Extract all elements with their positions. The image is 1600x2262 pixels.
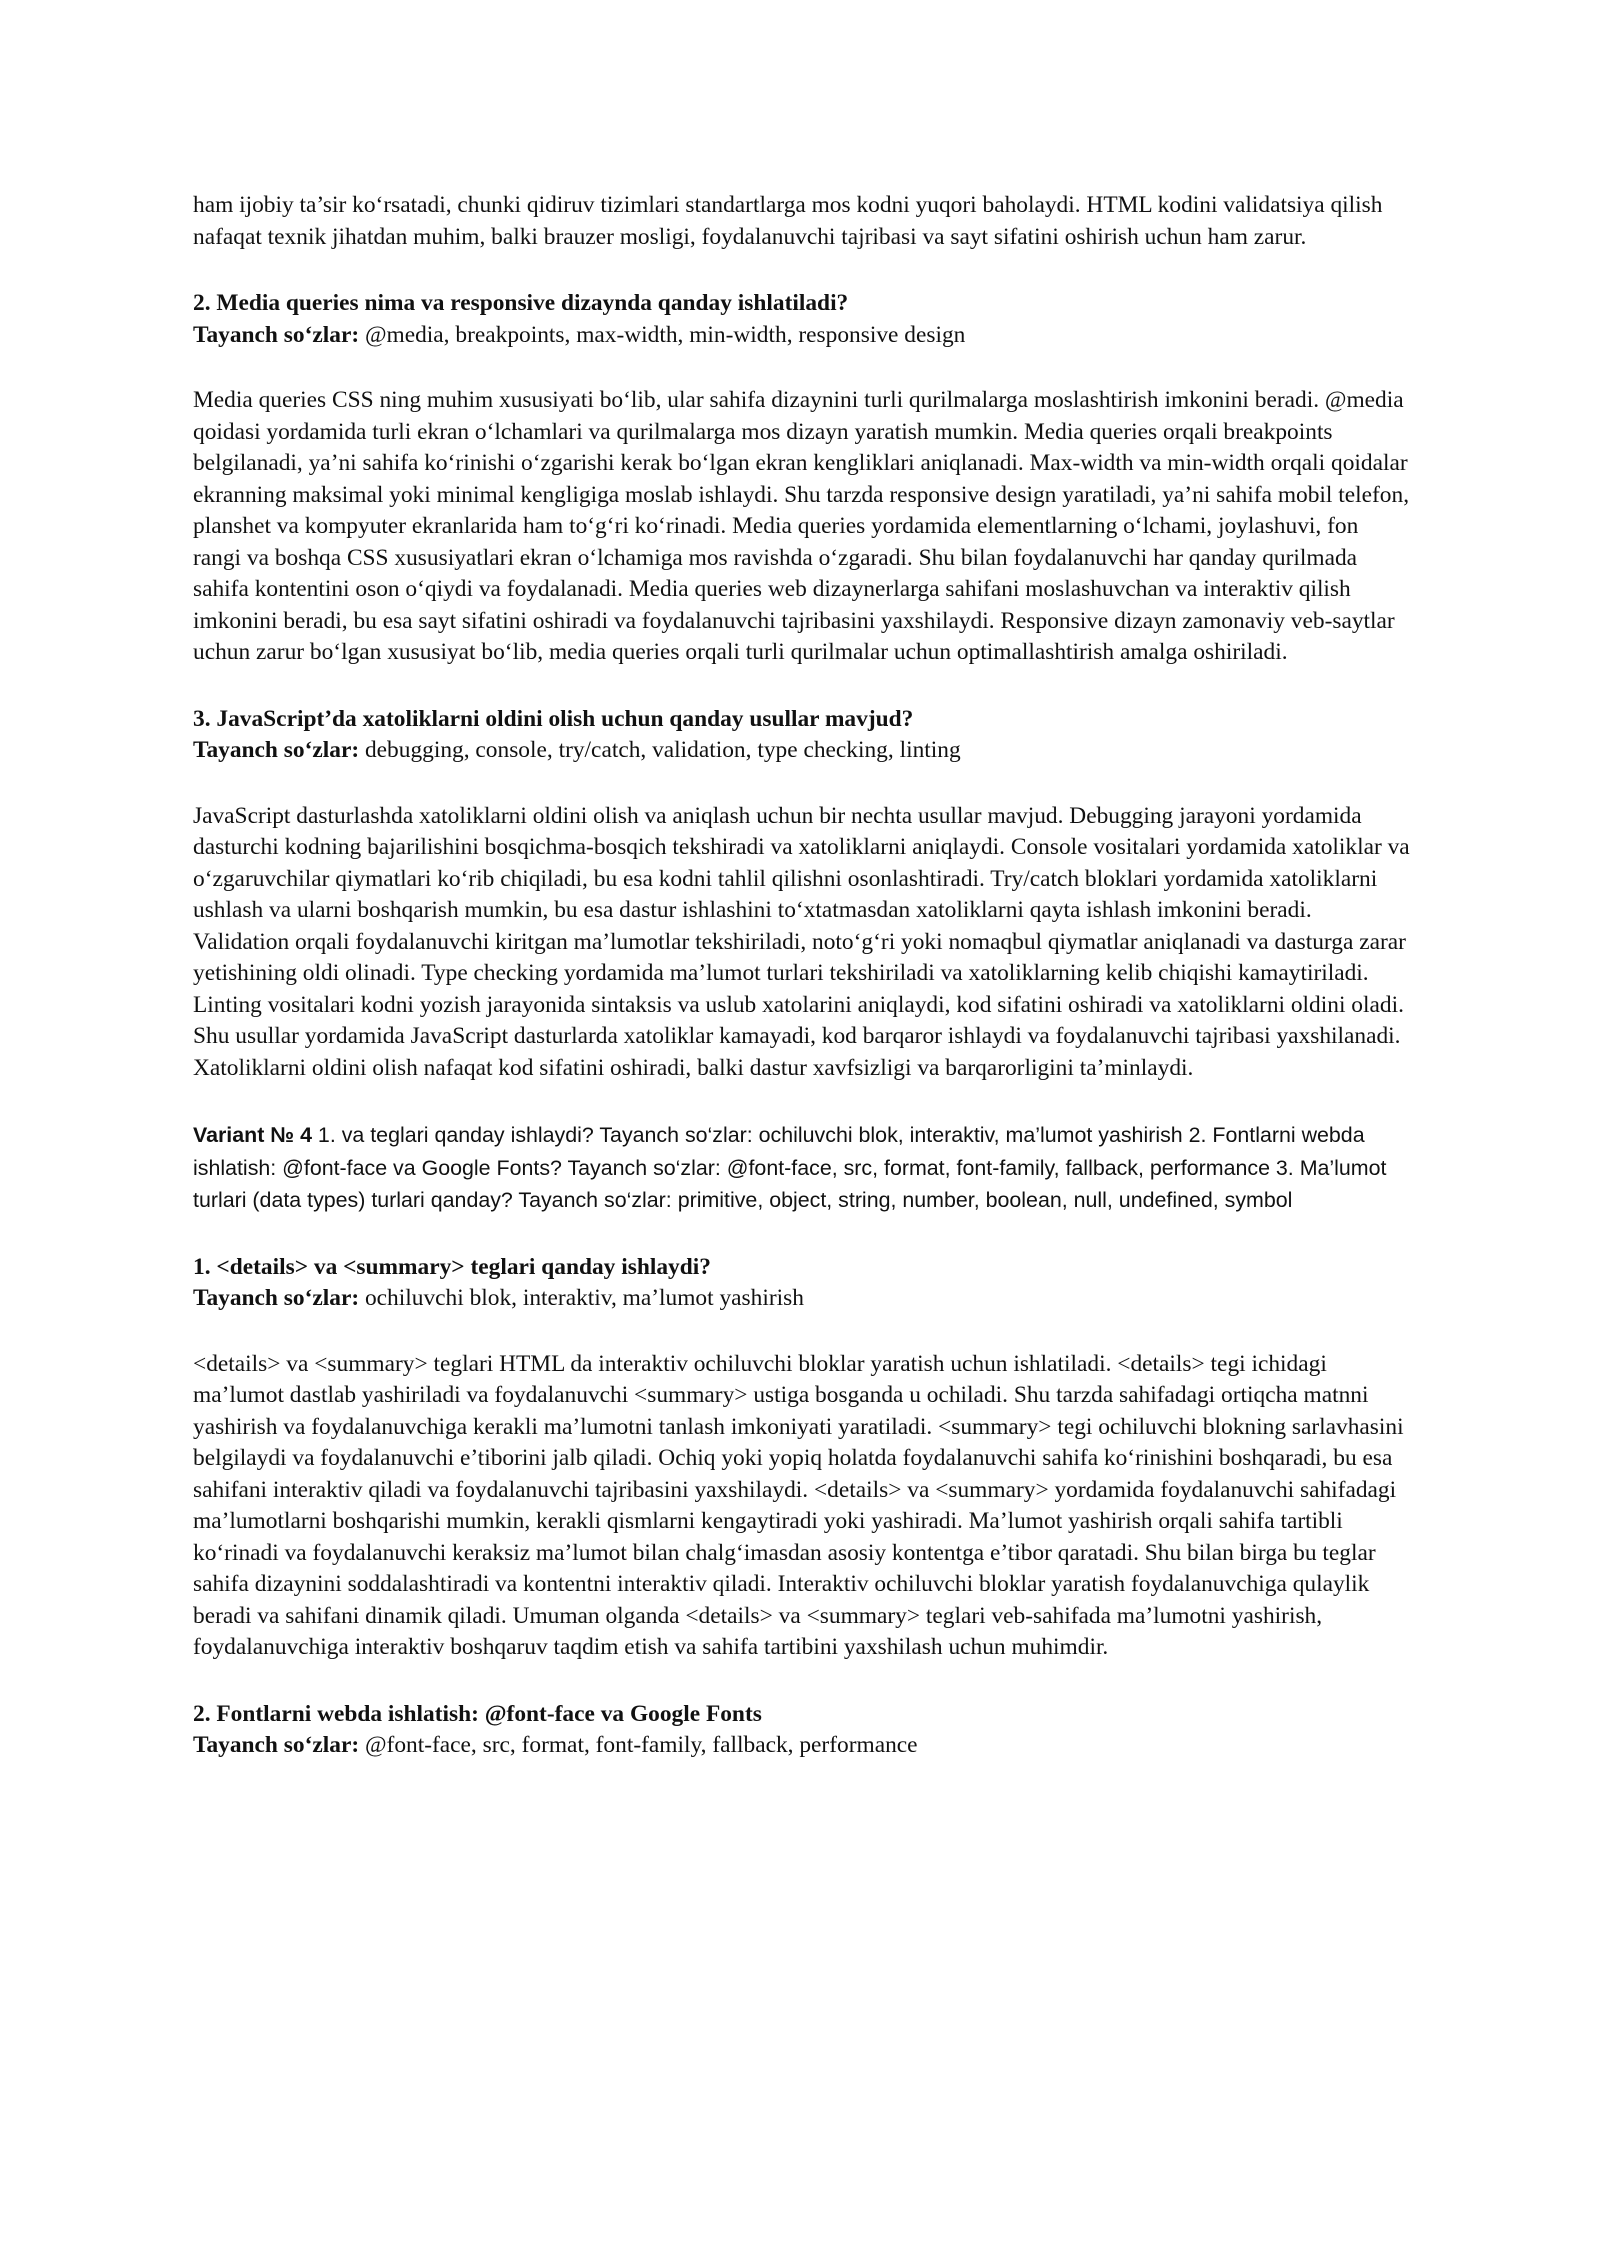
keywords-label: Tayanch so‘zlar: — [193, 321, 360, 348]
intro-paragraph: ham ijobiy ta’sir ko‘rsatadi, chunki qidiruv tizimlari standartlarga mos kodni yuqori baholaydi. HTML kodini validatsiya qilish nafaqat texnik jihatdan muhim, balki brauzer mosligi, foydalanuvchi tajribasi va sayt sifatini oshirish uchun ham zarur. — [193, 192, 1383, 250]
section-body-media-queries: Media queries CSS ning muhim xususiyati bo‘lib, ular sahifa dizaynini turli qurilmalarga moslashtirish imkonini beradi. @media qoidasi yordamida turli ekran o‘lchamlari va qurilmalarga mos dizayn yaratish mumkin. Media queries orqali breakpoints belgilanadi, ya’ni sahifa ko‘rinishi o‘zgarishi kerak bo‘lgan ekran kengliklari aniqlanadi. Max-width va min-width orqali qoidalar ekranning maksimal yoki minimal kengligiga moslab ishlaydi. Shu tarzda responsive design yaratiladi, ya’ni sahifa mobil telefon, planshet va kompyuter ekranlarida ham to‘g‘ri ko‘rinadi. Media queries yordamida elementlarning o‘lchami, joylashuvi, fon rangi va boshqa CSS xususiyatlari ekran o‘lchamiga mos ravishda o‘zgaradi. Shu bilan foydalanuvchi har qanday qurilmada sahifa kontentini oson o‘qiydi va foydalanadi. Media queries web dizaynerlarga sahifani moslashuvchan va interaktiv qilish imkonini beradi, bu esa sayt sifatini oshiradi va foydalanuvchi tajribasini yaxshilaydi. Responsive dizayn zamonaviy veb-saytlar uchun zarur bo‘lgan xususiyat bo‘lib, media queries orqali turli qurilmalar uchun optimallashtirish amalga oshiriladi. — [193, 387, 1410, 665]
section-body-js-errors: JavaScript dasturlashda xatoliklarni oldini olish va aniqlash uchun bir nechta usullar mavjud. Debugging jarayoni yordamida dasturchi kodning bajarilishini bosqichma-bosqich tekshiradi va xatoliklarni aniqlaydi. Console vositalari yordamida xatoliklar va o‘zgaruvchilar qiymatlari ko‘rib chiqiladi, bu esa kodni tahlil qilishni osonlashtiradi. Try/catch bloklari yordamida xatoliklarni ushlash va ularni boshqarish mumkin, bu esa dastur ishlashini to‘xtatmasdan xatoliklarni qayta ishlash imkonini beradi. Validation orqali foydalanuvchi kiritgan ma’lumotlar tekshiriladi, noto‘g‘ri yoki nomaqbul qiymatlar aniqlanadi va dasturga zarar yetishining oldi olinadi. Type checking yordamida ma’lumot turlari tekshiriladi va xatoliklarning kelib chiqishi kamaytiriladi. Linting vositalari kodni yozish jarayonida sintaksis va uslub xatolarini aniqlaydi, kod sifatini oshiradi va xatoliklarni oldini oladi. Shu usullar yordamida JavaScript dasturlarda xatoliklar kamayadi, kod barqaror ishlaydi va foydalanuvchi tajribasi yaxshilanadi. Xatoliklarni oldini olish nafaqat kod sifatini oshiradi, balki dastur xavfsizligi va barqarorligini ta’minlaydi. — [193, 802, 1410, 1081]
section-keywords-details-summary — [193, 1283, 1410, 1315]
variant-text: 1. va teglari qanday ishlaydi? Tayanch so‘zlar: ochiluvchi blok, interaktiv, ma’lumot yashirish 2. Fontlarni webda ishlatish: @font-face va Google Fonts? Tayanch so‘zlar: @font-face, src, format, font-family, fallback, performance 3. Ma’lumot turlari (data types) turlari qanday? Tayanch so‘zlar: primitive, object, string, number, boolean, null, undefined, symbol — [193, 1123, 1387, 1213]
section-heading-details-summary: 1. <details> va <summary> teglari qanday ishlaydi? — [193, 1253, 711, 1280]
section-heading-fonts: 2. Fontlarni webda ishlatish: @font-face va Google Fonts — [193, 1700, 762, 1727]
variant-summary — [193, 1119, 1410, 1217]
section-keywords-js-errors — [193, 735, 1410, 767]
keywords-label: Tayanch so‘zlar: — [193, 737, 360, 763]
keywords-text: @media, breakpoints, max-width, min-width, responsive design — [364, 321, 966, 348]
section-keywords-media-queries — [193, 320, 1410, 352]
variant-label: Variant № 4 — [193, 1123, 312, 1147]
keywords-text: ochiluvchi blok, interaktiv, ma’lumot yashirish — [364, 1285, 804, 1312]
section-body-details-summary: <details> va <summary> teglari HTML da interaktiv ochiluvchi bloklar yaratish uchun ishlatiladi. <details> tegi ichidagi ma’lumot dastlab yashiriladi va foydalanuvchi <summary> ustiga bosganda u ochiladi. Shu tarzda sahifadagi ortiqcha matnni yashirish va foydalanuvchiga kerakli ma’lumotni tanlash imkoniyati yaratiladi. <summary> tegi ochiluvchi blokning sarlavhasini belgilaydi va foydalanuvchi e’tiborini jalb qiladi. Ochiq yoki yopiq holatda foydalanuvchi sahifa ko‘rinishini boshqaradi, bu esa sahifani interaktiv qiladi va foydalanuvchi tajribasini yaxshilaydi. <details> va <summary> yordamida foydalanuvchi sahifadagi ma’lumotlarni boshqarishi mumkin, kerakli qismlarni kengaytiradi yoki yashiradi. Ma’lumot yashirish orqali sahifa tartibli ko‘rinadi va foydalanuvchi keraksiz ma’lumot bilan chalg‘imasdan asosiy kontentga e’tibor qaratadi. Shu bilan birga bu teglar sahifa dizaynini soddalashtiradi va kontentni interaktiv qiladi. Interaktiv ochiluvchi bloklar yaratish foydalanuvchiga qulaylik beradi va sahifani dinamik qiladi. Umuman olganda <details> va <summary> teglari veb-sahifada ma’lumotni yashirish, foydalanuvchiga interaktiv boshqaruv taqdim etish va sahifa tartibini yaxshilash uchun muhimdir. — [193, 1350, 1404, 1661]
keywords-text: debugging, console, try/catch, validation, type checking, linting — [364, 737, 961, 763]
section-heading-media-queries: 2. Media queries nima va responsive dizaynda qanday ishlatiladi? — [193, 290, 849, 316]
keywords-text: @font-face, src, format, font-family, fallback, performance — [364, 1732, 918, 1759]
section-keywords-fonts — [193, 1730, 1410, 1762]
section-heading-js-errors: 3. JavaScript’da xatoliklarni oldini olish uchun qanday usullar mavjud? — [193, 705, 914, 732]
keywords-label: Tayanch so‘zlar: — [193, 1285, 360, 1312]
keywords-label: Tayanch so‘zlar: — [193, 1732, 360, 1759]
